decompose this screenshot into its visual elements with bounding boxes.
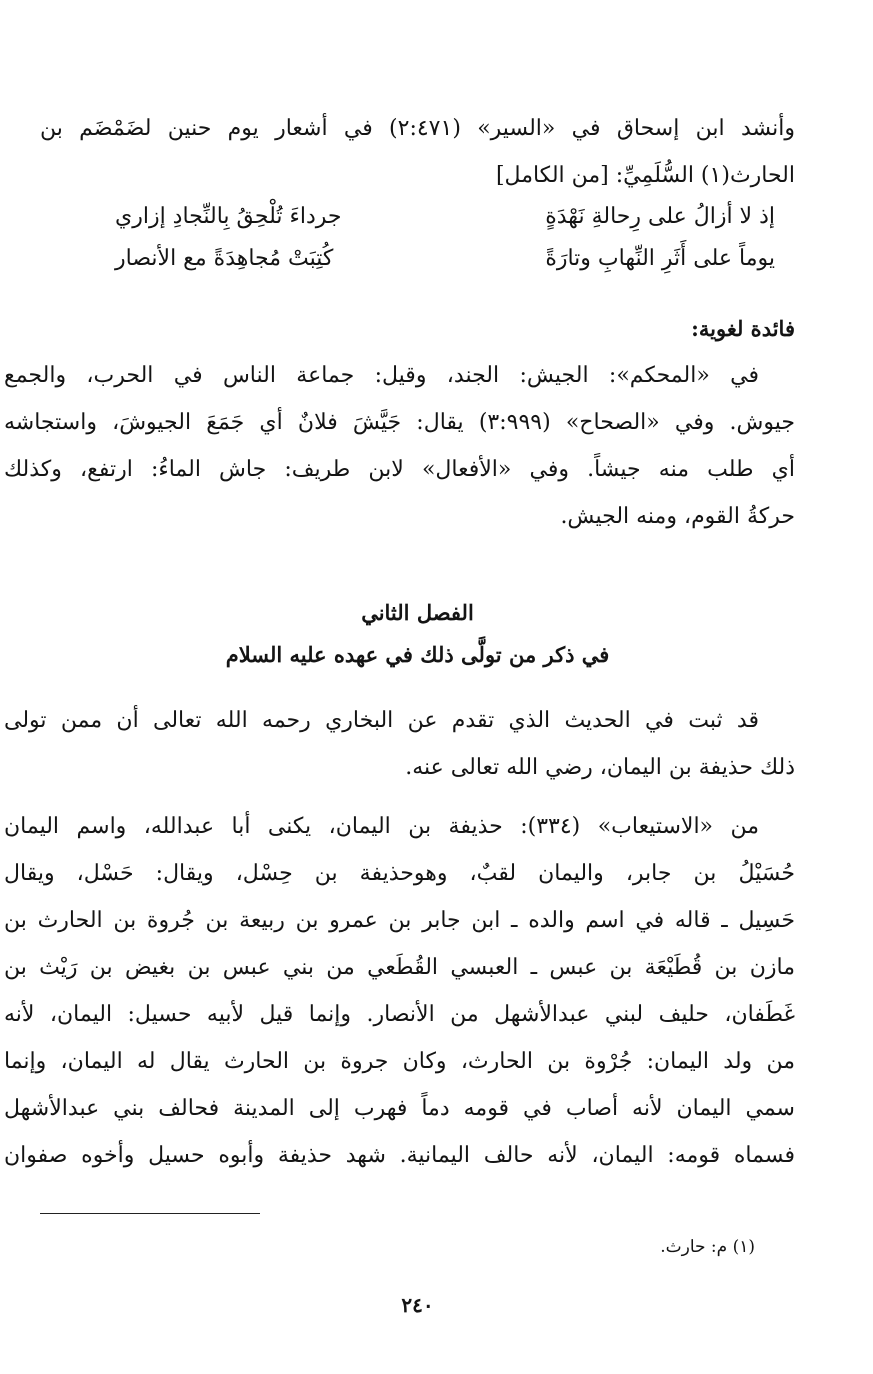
book-page	[4, 0, 795, 1374]
footnote-separator	[40, 1213, 260, 1214]
text-line: حركةُ القوم، ومنه الجيش.	[560, 504, 795, 529]
verse-second-hemistich: جرداءَ تُلْحِقُ بِالنِّجادِ إزاري	[115, 204, 342, 229]
page-number: ٢٤٠	[401, 1293, 434, 1317]
poem-verse	[115, 196, 775, 238]
poem-verse	[115, 238, 775, 280]
chapter-title: الفصل الثاني	[361, 600, 474, 625]
thabata-paragraph	[4, 697, 795, 791]
text-line: من ولد اليمان: جُرْوة بن الحارث، وكان جروة بن الحارث يقال له اليمان، وإنما	[4, 1049, 795, 1074]
text-line: ذلك حذيفة بن اليمان، رضي الله تعالى عنه.	[405, 755, 795, 780]
lugha-paragraph	[4, 352, 795, 540]
intro-paragraph	[40, 105, 795, 199]
text-line: في «المحكم»: الجيش: الجند، وقيل: جماعة الناس في الحرب، والجمع	[4, 363, 759, 388]
text-line: قد ثبت في الحديث الذي تقدم عن البخاري رحمه الله تعالى أن ممن تولى	[4, 708, 759, 733]
text-line: فسماه قومه: اليمان، لأنه حالف اليمانية. شهد حذيفة وأبوه حسيل وأخوه صفوان	[4, 1143, 795, 1168]
text-line: أي طلب منه جيشاً. وفي «الأفعال» لابن طريف: جاش الماءُ: ارتفع، وكذلك	[4, 457, 795, 482]
text-line: غَطَفان، حليف لبني عبدالأشهل من الأنصار. وإنما قيل لأبيه حسيل: اليمان، لأنه	[4, 1002, 795, 1027]
chapter-subtitle: في ذكر من تولَّى ذلك في عهده عليه السلام	[225, 642, 610, 667]
text-line: حَسِيل ـ قاله في اسم والده ـ ابن جابر بن عمرو بن ربيعة بن جُروة بن الحارث بن	[4, 908, 795, 933]
verse-second-hemistich: كُتِبَتْ مُجاهِدَةً مع الأنصار	[115, 246, 334, 271]
section-heading: فائدة لغوية:	[691, 316, 795, 341]
istiab-paragraph	[4, 803, 795, 1179]
text-line: حُسَيْلُ بن جابر، واليمان لقبٌ، وهوحذيفة بن حِسْل، ويقال: حَسْل، ويقال	[4, 861, 795, 886]
text-line: سمي اليمان لأنه أصاب في قومه دماً فهرب إلى المدينة فحالف بني عبدالأشهل	[4, 1096, 795, 1121]
text-line: الحارث(١) السُّلَمِيِّ: [من الكامل]	[495, 163, 795, 188]
text-line: وأنشد ابن إسحاق في «السير» (٢:٤٧١) في أشعار يوم حنين لضَمْضَم بن	[40, 116, 795, 141]
text-line: جيوش. وفي «الصحاح» (٣:٩٩٩) يقال: جَيَّشَ فلانٌ أي جَمَعَ الجيوشَ، واستجاشه	[4, 410, 795, 435]
footnote: (١) م: حارث.	[660, 1237, 755, 1257]
text-line: من «الاستيعاب» (٣٣٤): حذيفة بن اليمان، يكنى أبا عبدالله، واسم اليمان	[4, 814, 760, 839]
verse-first-hemistich: يوماً على أَثَرِ النِّهابِ وتارَةً	[545, 246, 775, 271]
text-line: مازن بن قُطَيْعَة بن عبس ـ العبسي القُطَعي من بني عبس بن بغيض بن رَيْث بن	[4, 955, 795, 980]
verse-first-hemistich: إذ لا أزالُ على رِحالةِ نَهْدَةٍ	[545, 204, 775, 229]
